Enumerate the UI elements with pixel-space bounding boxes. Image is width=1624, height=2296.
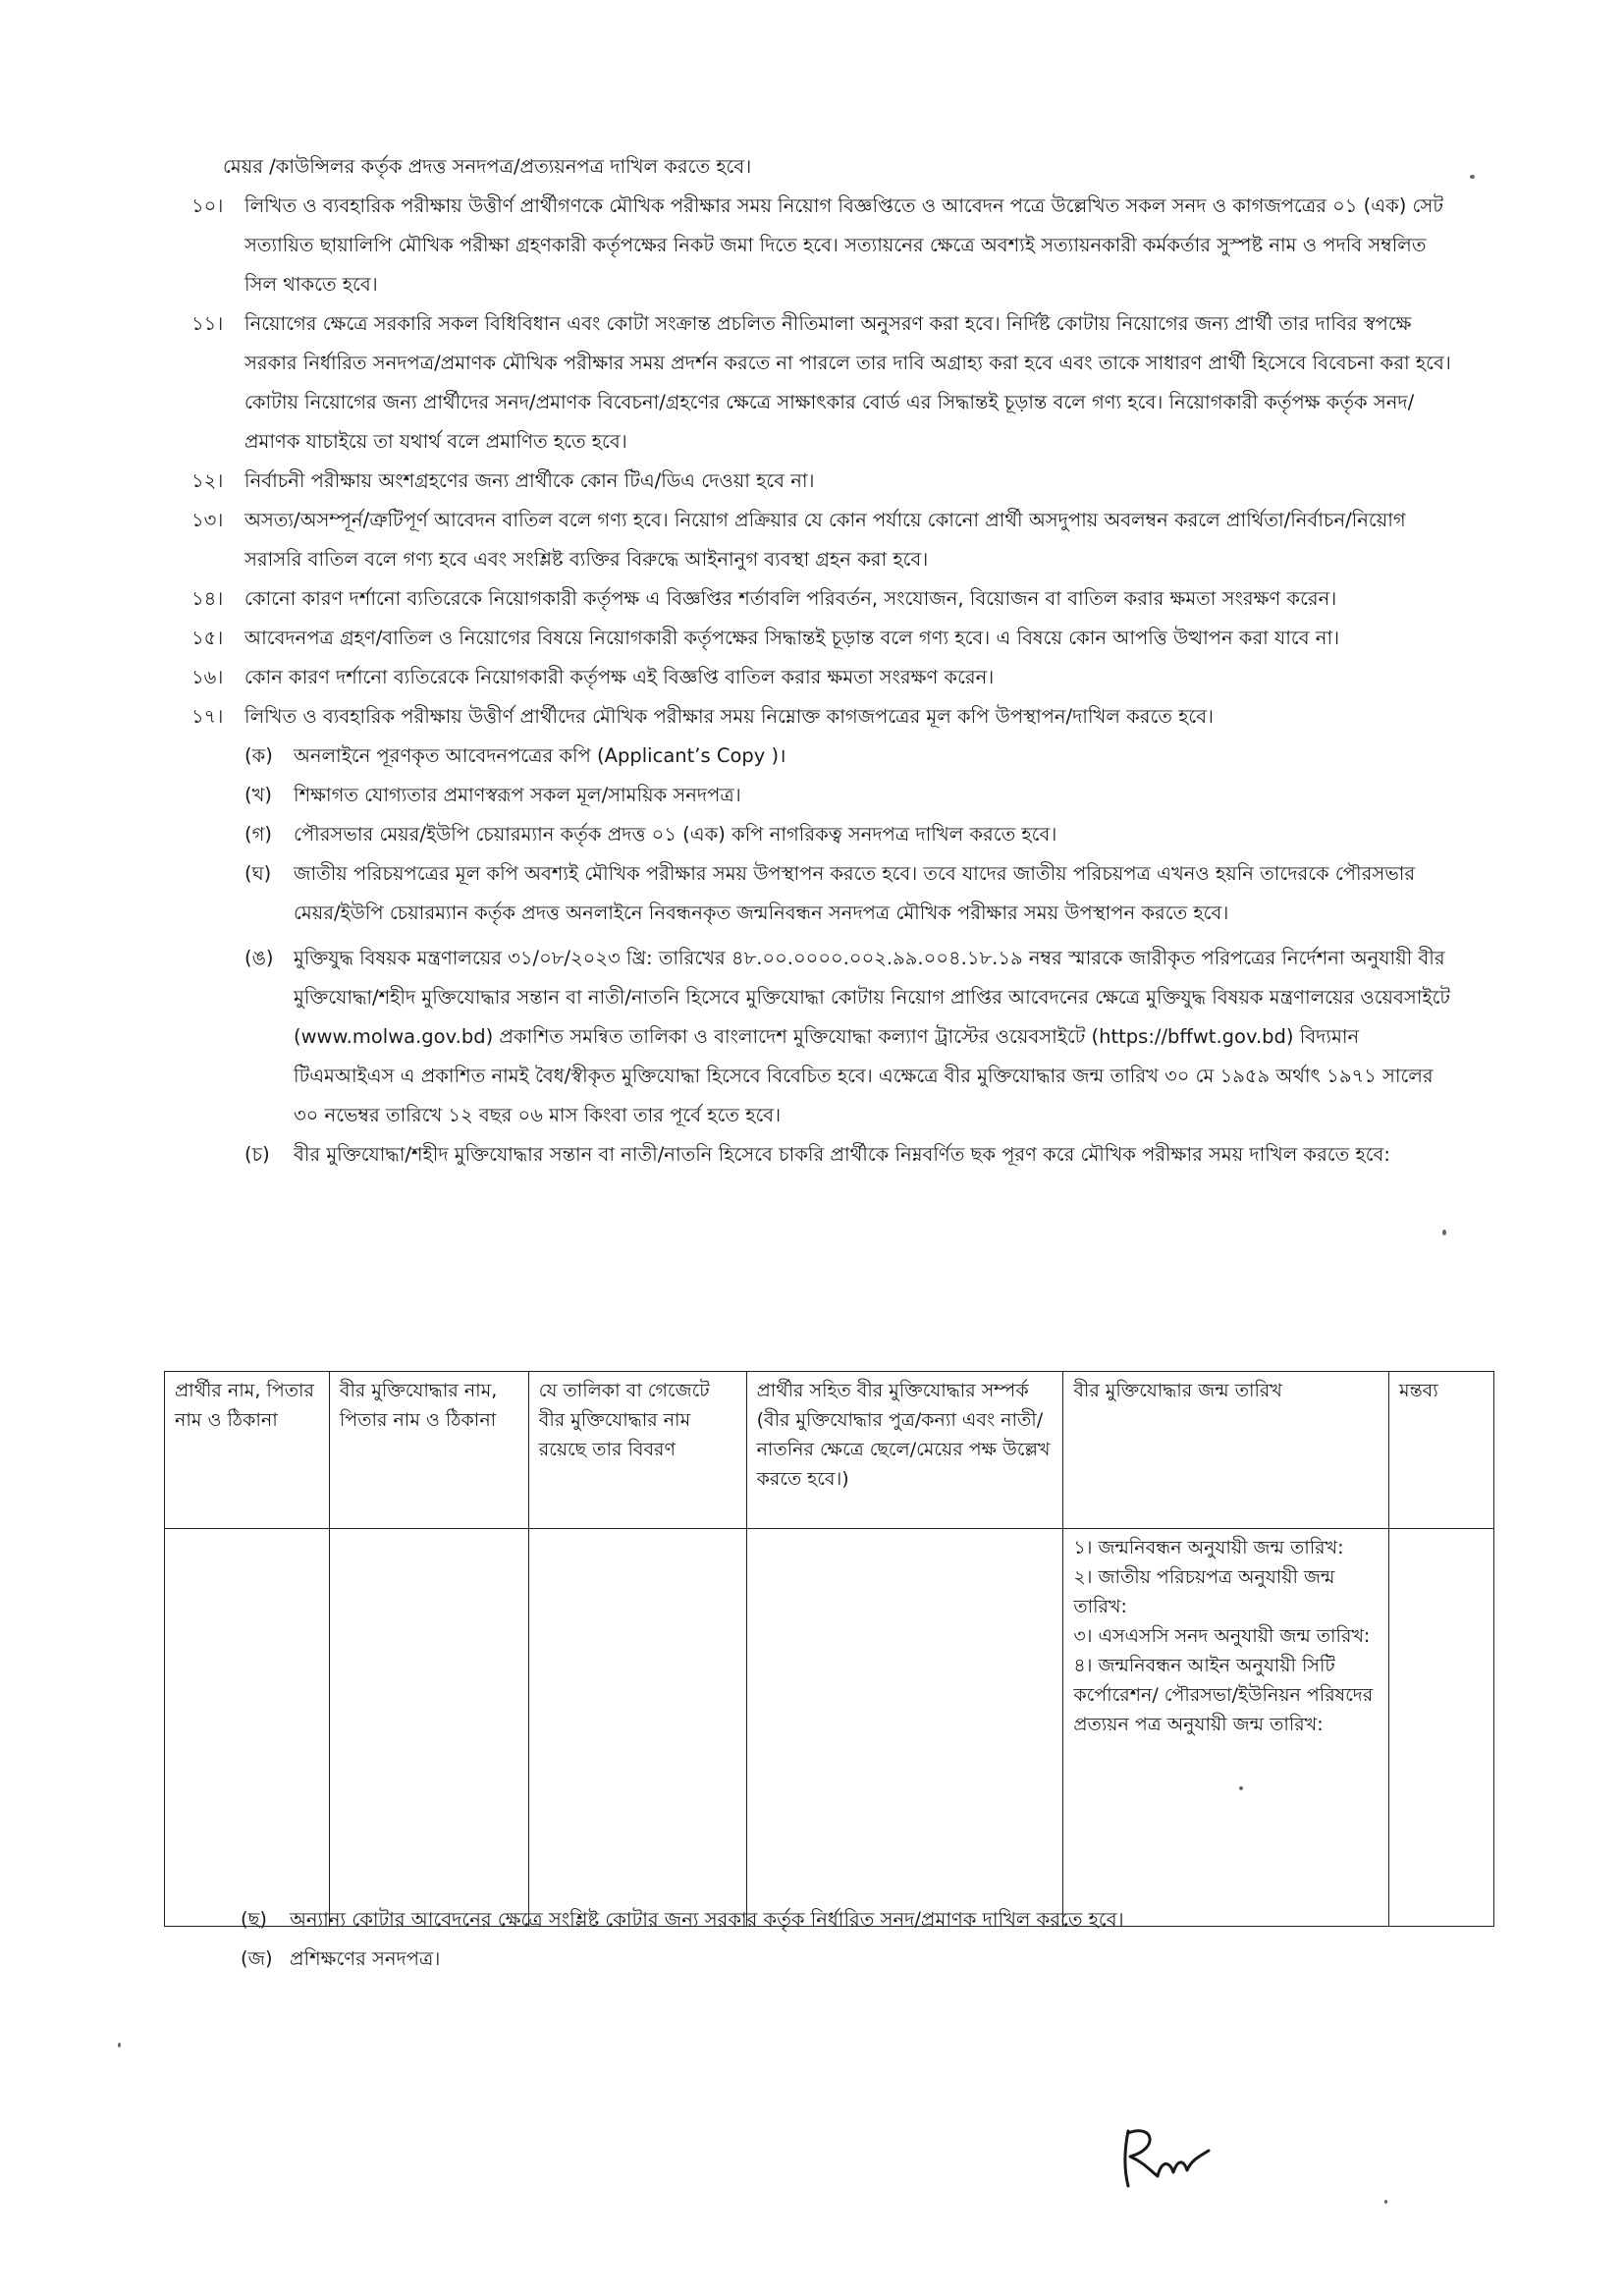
- paragraph-number: ১৫।: [191, 627, 224, 649]
- dob-line: ২। জাতীয় পরিচয়পত্র অনুযায়ী জন্ম তারিখ:: [1073, 1566, 1335, 1617]
- continuation-text: মেয়র /কাউন্সিলর কর্তৃক প্রদত্ত সনদপত্র/প্রত্যয়নপত্র দাখিল করতে হবে।: [223, 155, 752, 178]
- sub-item-umo: [191, 939, 1458, 1135]
- paragraph-text: কোনো কারণ দর্শানো ব্যতিরেকে নিয়োগকারী কর্তৃপক্ষ এ বিজ্ঞপ্তির শর্তাবলি পরিবর্তন, সংযোজন, বিয়োজন বা বাতিল করার ক্ষমতা সংরক্ষণ করেন।: [244, 587, 1337, 610]
- sub-item-text: বীর মুক্তিযোদ্ধা/শহীদ মুক্তিযোদ্ধার সন্তান বা নাতী/নাতনি হিসেবে চাকরি প্রার্থীকে নিম্নবর্ণিত ছক পূরণ করে মৌখিক পরীক্ষার সময় দাখিল করতে হবে:: [294, 1143, 1390, 1166]
- header-gazette-details: যে তালিকা বা গেজেটে বীর মুক্তিযোদ্ধার নাম রয়েছে তার বিবরণ: [528, 1372, 746, 1529]
- paragraph-text: আবেদনপত্র গ্রহণ/বাতিল ও নিয়োগের বিষয়ে নিয়োগকারী কর্তৃপক্ষের সিদ্ধান্তই চূড়ান্ত বলে গণ্য হবে। এ বিষয়ে কোন আপত্তি উত্থাপন করা যাবে না।: [244, 627, 1340, 649]
- cell-gazette-details: [528, 1529, 746, 1927]
- terms-section: [191, 147, 1458, 1175]
- sub-item-text: পৌরসভার মেয়র/ইউপি চেয়ারম্যান কর্তৃক প্রদত্ত ০১ (এক) কপি নাগরিকত্ব সনদপত্র দাখিল করতে হবে।: [294, 823, 1057, 846]
- cell-freedom-fighter-name: [329, 1529, 528, 1927]
- sub-item-text: অন্যান্য কোটার আবেদনের ক্ষেত্রে সংশ্লিষ্ট কোটার জন্য সরকার কর্তৃক নির্ধারিত সনদ/প্রমাণক দাখিল করতে হবে।: [290, 1908, 1124, 1931]
- sub-item-text: জাতীয় পরিচয়পত্রের মূল কপি অবশ্যই মৌখিক পরীক্ষার সময় উপস্থাপন করতে হবে। তবে যাদের জাতীয় পরিচয়পত্র এখনও হয়নি তাদেরকে পৌরসভার মেয়র/ইউপি চেয়ারম্যান কর্তৃক প্রদত্ত অনলাইনে নিবন্ধনকৃত জন্মনিবন্ধন সনদপত্র মৌখিক পরীক্ষার সময় উপস্থাপন করতে হবে।: [294, 862, 1416, 924]
- continuation-line: [191, 147, 1458, 187]
- paragraph-14: [191, 579, 1458, 619]
- after-table-section: [241, 1900, 1478, 1979]
- scan-speck: [1442, 1230, 1446, 1235]
- dob-line: ৩। এসএসসি সনদ অনুযায়ী জন্ম তারিখ:: [1073, 1625, 1371, 1647]
- sub-item-text: প্রশিক্ষণের সনদপত্র।: [290, 1947, 441, 1970]
- cell-relationship: [746, 1529, 1063, 1927]
- sub-item-text: অনলাইনে পূরণকৃত আবেদনপত্রের কপি (Applicant’s Copy )।: [294, 744, 786, 767]
- sub-item-ka: [191, 737, 1458, 776]
- table-row: [165, 1529, 1494, 1927]
- header-relationship: প্রার্থীর সহিত বীর মুক্তিযোদ্ধার সম্পর্ক (বীর মুক্তিযোদ্ধার পুত্র/কন্যা এবং নাতী/নাতনির ক্ষেত্রে ছেলে/মেয়ের পক্ষ উল্লেখ করতে হবে।): [746, 1372, 1063, 1529]
- scan-speck: [1239, 1786, 1243, 1790]
- sub-item-ja: [241, 1940, 1478, 1979]
- paragraph-text: লিখিত ও ব্যবহারিক পরীক্ষায় উত্তীর্ণ প্রার্থীগণকে মৌখিক পরীক্ষার সময় নিয়োগ বিজ্ঞপ্তিতে ও আবেদন পত্রে উল্লেখিত সকল সনদ ও কাগজপত্রের ০১ (এক) সেট সত্যায়িত ছায়ালিপি মৌখিক পরীক্ষা গ্রহণকারী কর্তৃপক্ষের নিকট জমা দিতে হবে। সত্যায়নের ক্ষেত্রে অবশ্যই সত্যায়নকারী কর্মকর্তার সুস্পষ্ট নাম ও পদবি সম্বলিত সিল থাকতে হবে।: [244, 194, 1443, 296]
- sub-item-chha: [241, 1900, 1478, 1940]
- header-freedom-fighter-name: বীর মুক্তিযোদ্ধার নাম, পিতার নাম ও ঠিকানা: [329, 1372, 528, 1529]
- paragraph-15: [191, 619, 1458, 658]
- header-date-of-birth: বীর মুক্তিযোদ্ধার জন্ম তারিখ: [1063, 1372, 1389, 1529]
- sub-item-number: (খ): [244, 784, 273, 806]
- sub-item-number: (ঘ): [244, 862, 272, 885]
- paragraph-12: [191, 462, 1458, 501]
- sub-item-number: (ঙ): [244, 947, 274, 969]
- paragraph-13: [191, 501, 1458, 579]
- paragraph-number: ১৩।: [191, 509, 224, 531]
- paragraph-number: ১২।: [191, 469, 224, 492]
- paragraph-text: অসত্য/অসম্পূর্ন/ত্রুটিপূর্ণ আবেদন বাতিল বলে গণ্য হবে। নিয়োগ প্রক্রিয়ার যে কোন পর্যায়ে কোনো প্রার্থী অসদুপায় অবলম্বন করলে প্রার্থিতা/নির্বাচন/নিয়োগ সরাসরি বাতিল বলে গণ্য হবে এবং সংশ্লিষ্ট ব্যক্তির বিরুদ্ধে আইনানুগ ব্যবস্থা গ্রহন করা হবে।: [244, 509, 1406, 571]
- header-applicant-name: প্রার্থীর নাম, পিতার নাম ও ঠিকানা: [165, 1372, 330, 1529]
- paragraph-number: ১৬।: [191, 666, 224, 688]
- sub-item-number: (ছ): [241, 1908, 268, 1931]
- paragraph-text: নিয়োগের ক্ষেত্রে সরকারি সকল বিধিবিধান এবং কোটা সংক্রান্ত প্রচলিত নীতিমালা অনুসরণ করা হবে। নির্দিষ্ট কোটায় নিয়োগের জন্য প্রার্থী তার দাবির স্বপক্ষে সরকার নির্ধারিত সনদপত্র/প্রমাণক মৌখিক পরীক্ষার সময় প্রদর্শন করতে না পারলে তার দাবি অগ্রাহ্য করা হবে এবং তাকে সাধারণ প্রার্থী হিসেবে বিবেচনা করা হবে। কোটায় নিয়োগের জন্য প্রার্থীদের সনদ/প্রমাণক বিবেচনা/গ্রহণের ক্ষেত্রে সাক্ষাৎকার বোর্ড এর সিদ্ধান্তই চূড়ান্ত বলে গণ্য হবে। নিয়োগকারী কর্তৃপক্ষ কর্তৃক সনদ/প্রমাণক যাচাইয়ে তা যথার্থ বলে প্রমাণিত হতে হবে।: [244, 312, 1451, 453]
- paragraph-text: নির্বাচনী পরীক্ষায় অংশগ্রহণের জন্য প্রার্থীকে কোন টিএ/ডিএ দেওয়া হবে না।: [244, 469, 815, 492]
- table-header-row: [165, 1372, 1494, 1529]
- sub-item-number: (জ): [241, 1947, 273, 1970]
- sub-item-gha: [191, 854, 1458, 933]
- scan-speck: [1384, 2200, 1387, 2204]
- paragraph-11: [191, 304, 1458, 462]
- paragraph-number: ১৭।: [191, 705, 224, 728]
- paragraph-17: [191, 697, 1458, 737]
- sub-item-text: মুক্তিযুদ্ধ বিষয়ক মন্ত্রণালয়ের ৩১/০৮/২০২৩ খ্রি: তারিখের ৪৮.০০.০০০০.০০২.৯৯.০০৪.১৮.১৯ নম্বর স্মারকে জারীকৃত পরিপত্রের নির্দেশনা অনুযায়ী বীর মুক্তিযোদ্ধা/শহীদ মুক্তিযোদ্ধার সন্তান বা নাতী/নাতনি হিসেবে মুক্তিযোদ্ধা কোটায় নিয়োগ প্রাপ্তির আবেদনের ক্ষেত্রে মুক্তিযুদ্ধ বিষয়ক মন্ত্রণালয়ের ওয়েবসাইটে (www.molwa.gov.bd) প্রকাশিত সমন্বিত তালিকা ও বাংলাদেশ মুক্তিযোদ্ধা কল্যাণ ট্রাস্টের ওয়েবসাইটে (https://bffwt.gov.bd) বিদ্যমান টিএমআইএস এ প্রকাশিত নামই বৈধ/স্বীকৃত মুক্তিযোদ্ধা হিসেবে বিবেচিত হবে। এক্ষেত্রে বীর মুক্তিযোদ্ধার জন্ম তারিখ ৩০ মে ১৯৫৯ অর্থাৎ ১৯৭১ সালের ৩০ নভেম্বর তারিখে ১২ বছর ০৬ মাস কিংবা তার পূর্বে হতে হবে।: [294, 947, 1451, 1126]
- dob-line: ৪। জন্মনিবন্ধন আইন অনুযায়ী সিটি কর্পোরেশন/ পৌরসভা/ইউনিয়ন পরিষদের প্রত্যয়ন পত্র অনুযায়ী জন্ম তারিখ:: [1073, 1655, 1374, 1735]
- cell-remarks: [1389, 1529, 1494, 1927]
- handwritten-signature: [1114, 2121, 1232, 2190]
- cell-date-of-birth: [1063, 1529, 1389, 1927]
- sub-item-cha: [191, 1135, 1458, 1175]
- sub-item-number: (গ): [244, 823, 272, 846]
- dob-line: ১। জন্মনিবন্ধন অনুযায়ী জন্ম তারিখ:: [1073, 1537, 1344, 1558]
- sub-item-number: (চ): [244, 1143, 270, 1166]
- sub-item-ga: [191, 815, 1458, 854]
- paragraph-text: কোন কারণ দর্শানো ব্যতিরেকে নিয়োগকারী কর্তৃপক্ষ এই বিজ্ঞপ্তি বাতিল করার ক্ষমতা সংরক্ষণ করেন।: [244, 666, 995, 688]
- scan-speck: [1470, 175, 1475, 179]
- freedom-fighter-form-table: [164, 1371, 1494, 1927]
- cell-applicant-name: [165, 1529, 330, 1927]
- scan-speck: [118, 2043, 121, 2048]
- paragraph-number: ১৪।: [191, 587, 224, 610]
- paragraph-number: ১০।: [191, 194, 224, 217]
- sub-item-kha: [191, 776, 1458, 815]
- paragraph-16: [191, 658, 1458, 697]
- sub-item-text: শিক্ষাগত যোগ্যতার প্রমাণস্বরূপ সকল মূল/সাময়িক সনদপত্র।: [294, 784, 741, 806]
- paragraph-text: লিখিত ও ব্যবহারিক পরীক্ষায় উত্তীর্ণ প্রার্থীদের মৌখিক পরীক্ষার সময় নিম্নোক্ত কাগজপত্রের মূল কপি উপস্থাপন/দাখিল করতে হবে।: [244, 705, 1215, 728]
- header-remarks: মন্তব্য: [1389, 1372, 1494, 1529]
- paragraph-number: ১১।: [191, 312, 224, 335]
- sub-item-number: (ক): [244, 744, 273, 767]
- paragraph-10: [191, 187, 1458, 304]
